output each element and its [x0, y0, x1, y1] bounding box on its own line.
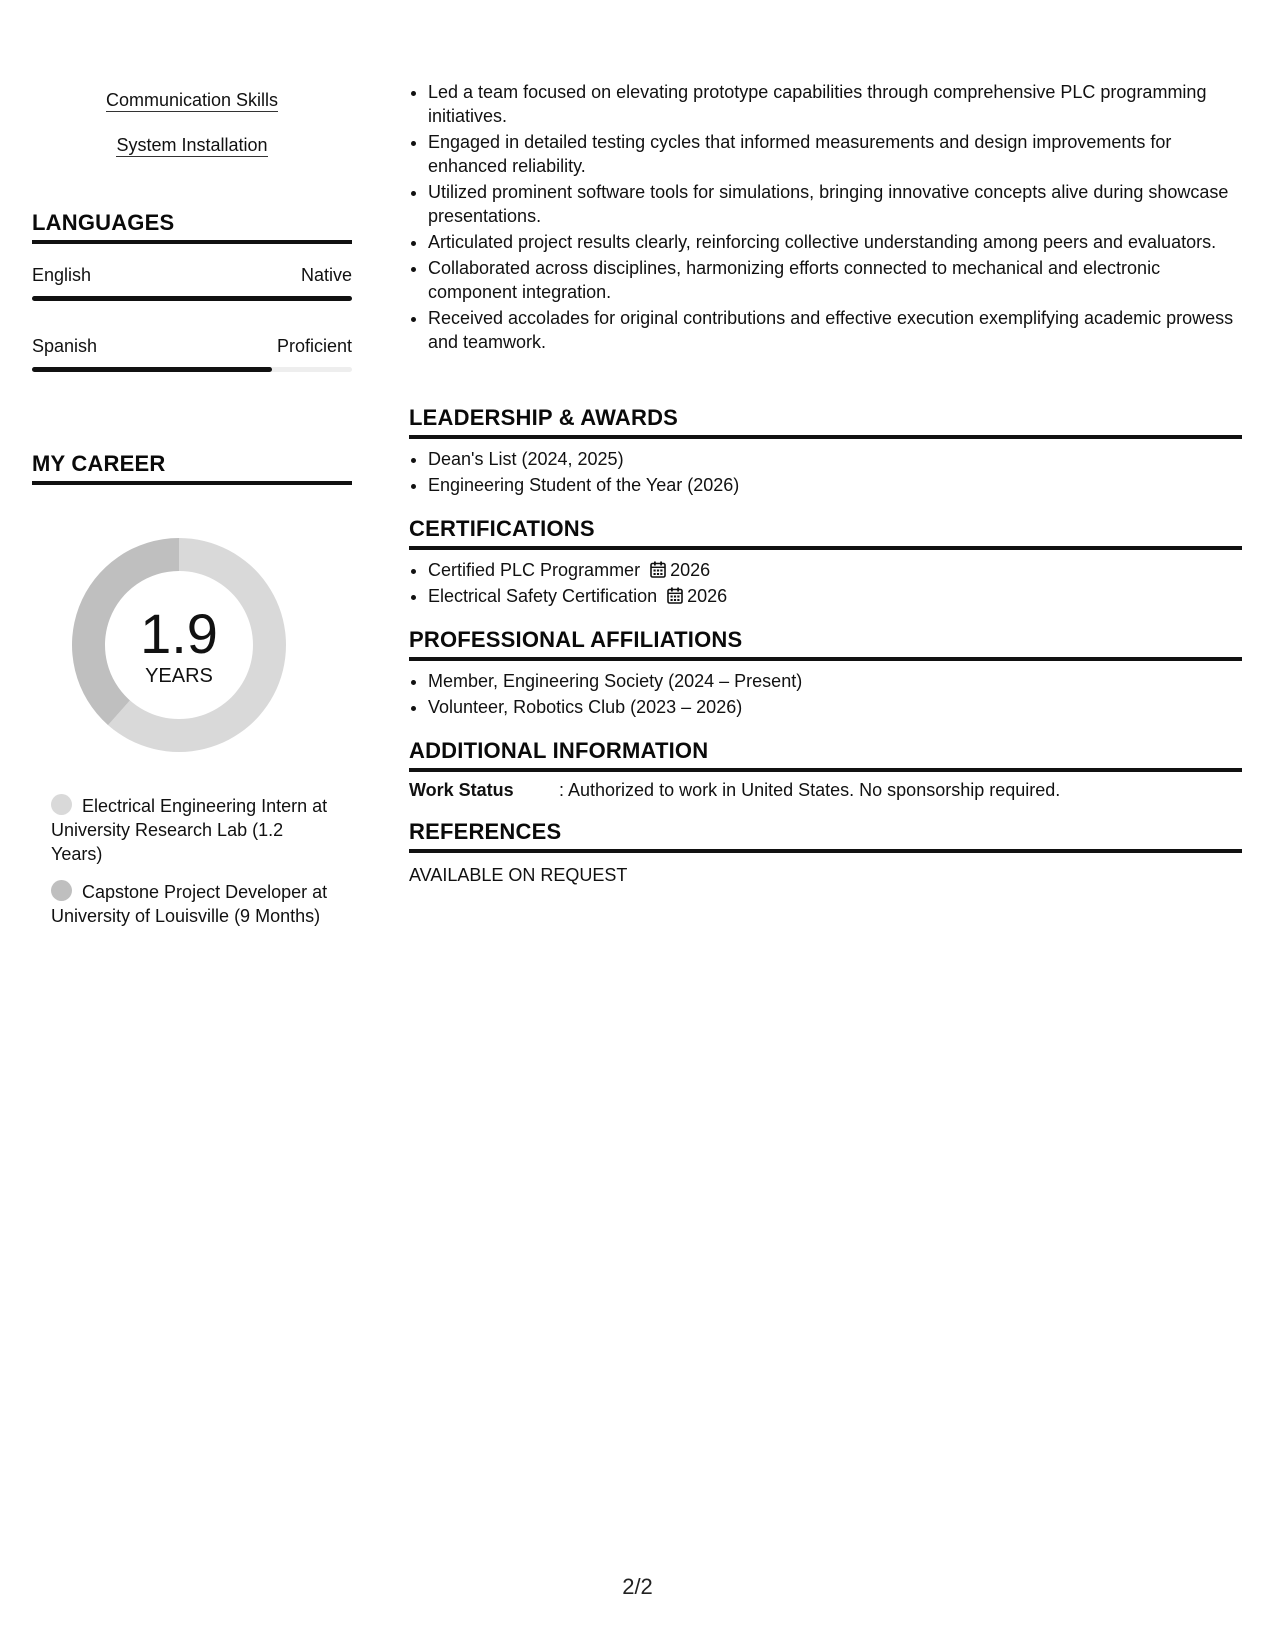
career-legend-item — [51, 794, 331, 866]
work-status-row — [409, 778, 1242, 802]
languages-section — [32, 209, 352, 372]
section-rule — [409, 546, 1242, 550]
list-item — [428, 558, 1242, 582]
language-bar-fill — [32, 367, 272, 372]
list-item: • Received accolades for original contributions and effective execution exemplifying academic prowess and teamwork. — [428, 306, 1242, 354]
career-title: MY CAREER — [32, 451, 166, 476]
certification-name: Certified PLC Programmer — [428, 560, 641, 580]
references-title: REFERENCES — [409, 819, 562, 844]
skill-label: Communication Skills — [105, 90, 279, 110]
career-legend-item — [51, 880, 331, 928]
section-rule — [409, 657, 1242, 661]
list-item: • Led a team focused on elevating prototype capabilities through comprehensive PLC programming initiatives. — [428, 80, 1242, 128]
certifications-section — [409, 515, 1242, 610]
certification-year: 2026 — [670, 560, 711, 580]
language-item — [32, 264, 352, 301]
page-number: 2/2 — [622, 1574, 653, 1599]
list-item — [428, 584, 1242, 608]
work-status-label: Work Status — [409, 780, 514, 800]
affiliations-title: PROFESSIONAL AFFILIATIONS — [409, 627, 743, 652]
language-item — [32, 335, 352, 372]
career-legend-text: Capstone Project Developer at University of Louisville (9 Months) — [51, 882, 328, 926]
list-item: • Volunteer, Robotics Club (2023 – 2026) — [428, 695, 1242, 719]
list-item: • Member, Engineering Society (2024 – Present) — [428, 669, 1242, 693]
certification-name: Electrical Safety Certification — [428, 586, 658, 606]
section-rule — [409, 435, 1242, 439]
references-section — [409, 818, 1242, 887]
list-item: • Utilized prominent software tools for simulations, bringing innovative concepts alive during showcase presentations. — [428, 180, 1242, 228]
language-bar-fill — [32, 296, 352, 301]
skill-system-installation[interactable] — [32, 133, 352, 157]
language-level: Proficient — [276, 336, 352, 356]
list-item: • Engaged in detailed testing cycles that informed measurements and design improvements for enhanced reliability. — [428, 130, 1242, 178]
project-bullet-list — [409, 80, 1242, 354]
section-rule — [32, 240, 352, 244]
list-item: • Dean's List (2024, 2025) — [428, 447, 1242, 471]
leadership-section — [409, 404, 1242, 499]
calendar-icon — [650, 560, 666, 577]
additional-info-title: ADDITIONAL INFORMATION — [409, 738, 709, 763]
list-item: • Engineering Student of the Year (2026) — [428, 473, 1242, 497]
career-legend-text: Electrical Engineering Intern at University Research Lab (1.2 Years) — [51, 796, 328, 864]
section-rule — [409, 849, 1242, 853]
calendar-icon — [667, 586, 683, 603]
certification-year: 2026 — [687, 586, 728, 606]
work-status-value: : Authorized to work in United States. No sponsorship required. — [559, 780, 1061, 800]
section-rule — [409, 768, 1242, 772]
section-rule — [32, 481, 352, 485]
language-name: Spanish — [32, 336, 98, 356]
certifications-list — [409, 558, 1242, 608]
affiliations-list — [409, 669, 1242, 719]
language-bar — [32, 296, 352, 301]
language-name: English — [32, 265, 92, 285]
career-section — [32, 450, 352, 485]
languages-title: LANGUAGES — [32, 210, 175, 235]
list-item: • Collaborated across disciplines, harmonizing efforts connected to mechanical and electronic component integration. — [428, 256, 1242, 304]
legend-dot — [51, 794, 72, 815]
language-bar — [32, 367, 352, 372]
project-bullets-section — [409, 80, 1242, 356]
references-text: AVAILABLE ON REQUEST — [409, 865, 628, 885]
affiliations-section — [409, 626, 1242, 721]
additional-info-section — [409, 737, 1242, 802]
legend-dot — [51, 880, 72, 901]
skill-label: System Installation — [116, 135, 268, 155]
skill-communication[interactable] — [32, 88, 352, 112]
career-total-value: 1.9 — [140, 602, 218, 665]
career-donut-chart — [66, 532, 292, 758]
career-total-unit: YEARS — [145, 665, 213, 687]
leadership-list — [409, 447, 1242, 497]
leadership-title: LEADERSHIP & AWARDS — [409, 405, 679, 430]
certifications-title: CERTIFICATIONS — [409, 516, 595, 541]
language-level: Native — [300, 265, 352, 285]
list-item: • Articulated project results clearly, reinforcing collective understanding among peers and evaluators. — [428, 230, 1242, 254]
